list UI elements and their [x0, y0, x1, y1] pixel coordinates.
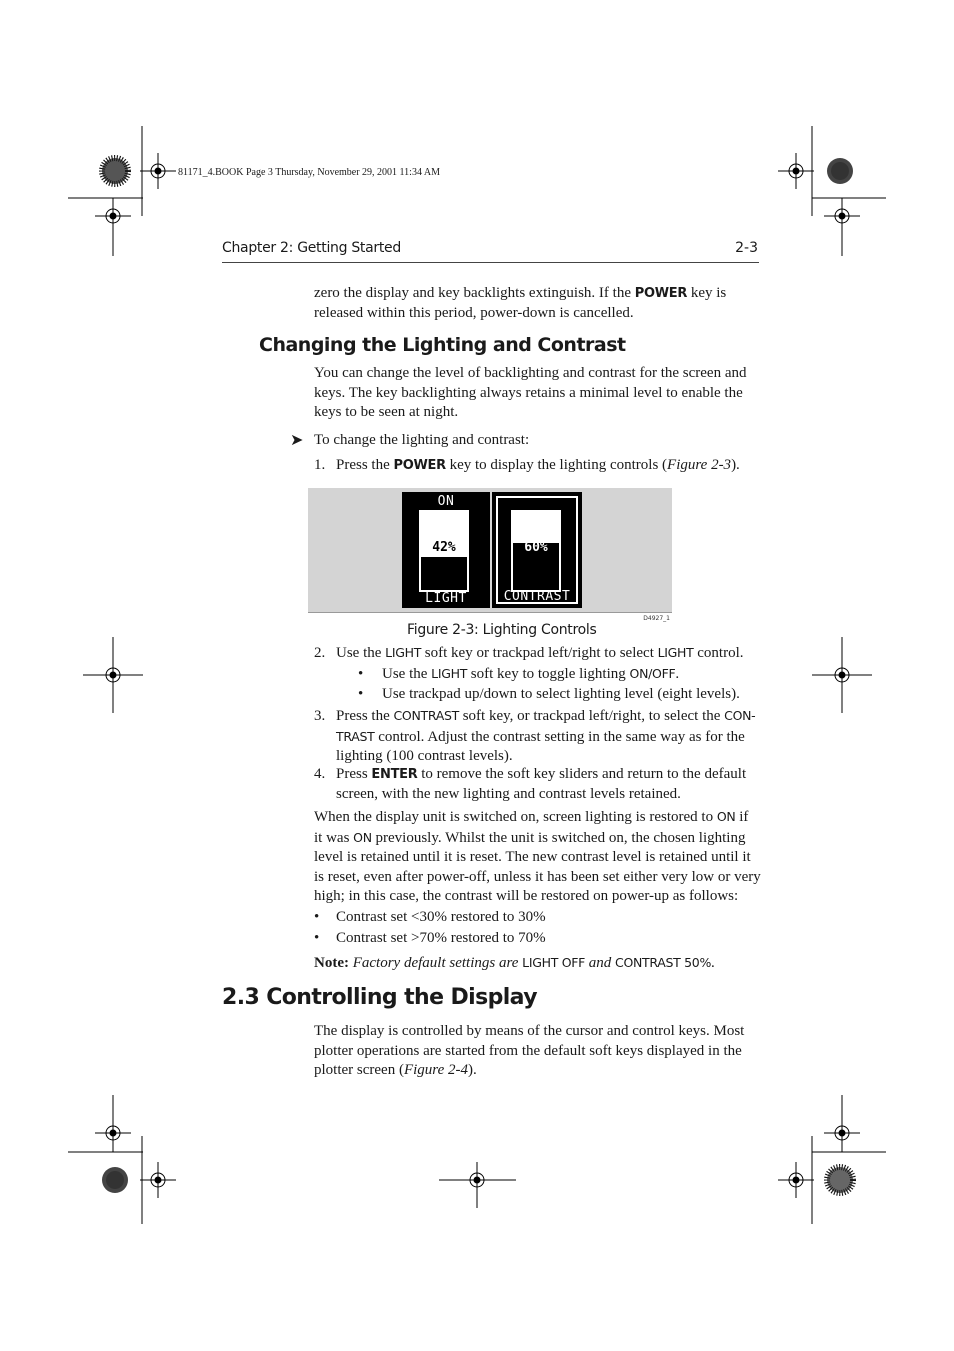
- starburst-bottom-right-icon: [827, 1167, 853, 1193]
- registration-target-icon: [83, 657, 143, 693]
- step-3: 3. Press the CONTRAST soft key, or trackpad left/right, to select the CON- TRAST control. Adjust the contrast setting in the same way as for the lighting (100 contrast levels).: [314, 708, 756, 764]
- section-paragraph: You can change the level of backlighting and contrast for the screen and keys. The key backlighting always retains a minimal level to enable the keys to be seen at night.: [314, 365, 747, 420]
- step-2-bullet-2: • Use trackpad up/down to select lighting level (eight levels).: [358, 686, 740, 702]
- light-control-panel: [402, 492, 490, 608]
- running-header-page-number: 2-3: [735, 240, 758, 256]
- step-2-bullet-1: • Use the LIGHT soft key to toggle lighting ON/OFF.: [358, 666, 680, 682]
- light-soft-key-label: LIGHT: [425, 591, 467, 606]
- enter-key-label: ENTER: [371, 767, 418, 782]
- registration-target-icon: [95, 1115, 131, 1151]
- starburst-top-left-icon: [102, 158, 128, 184]
- intro-paragraph: zero the display and key backlights extinguish. If the POWER key is released within this period, power-down is cancelled.: [314, 285, 727, 321]
- step-4: 4. Press ENTER to remove the soft key sliders and return to the default screen, with the new lighting and contrast levels retained.: [314, 766, 747, 802]
- starburst-bottom-left-icon: [102, 1167, 128, 1193]
- contrast-soft-key-label: CONTRAST: [503, 589, 571, 604]
- chapter-section-heading: 2.3 Controlling the Display: [222, 985, 537, 1010]
- registration-target-icon: [824, 198, 860, 234]
- arrow-icon: ➤: [290, 430, 304, 449]
- starburst-top-right-icon: [827, 158, 853, 184]
- procedure-intro: To change the lighting and contrast:: [314, 432, 530, 448]
- book-info: 81171_4.BOOK Page 3 Thursday, November 29, 2001 11:34 AM: [178, 167, 441, 178]
- contrast-level-bar: [511, 510, 561, 592]
- figure-reference: Figure 2-4: [403, 1062, 468, 1078]
- registration-target-icon: [812, 657, 872, 693]
- power-key-label: POWER: [634, 286, 688, 301]
- light-level-bar: [419, 510, 469, 592]
- header-rule: [222, 262, 759, 263]
- figure-code: D4927_1: [643, 615, 670, 622]
- light-on-label: ON: [437, 494, 455, 509]
- contrast-bullet-2: • Contrast set >70% restored to 70%: [314, 930, 546, 946]
- registration-target-icon: [824, 1115, 860, 1151]
- contrast-control-panel: [492, 492, 582, 608]
- step-1: 1. Press the POWER key to display the lighting controls (Figure 2-3).: [314, 457, 740, 473]
- step-2: 2. Use the LIGHT soft key or trackpad left/right to select LIGHT control.: [314, 645, 744, 661]
- note: Note: Factory default settings are LIGHT OFF and CONTRAST 50%.: [314, 955, 715, 971]
- registration-target-icon: [140, 1162, 176, 1198]
- running-header-chapter: Chapter 2: Getting Started: [222, 240, 401, 256]
- registration-target-icon: [459, 1162, 495, 1198]
- figure-reference: Figure 2-3: [667, 457, 732, 473]
- registration-target-icon: [95, 198, 131, 234]
- lighting-controls-figure: [308, 488, 672, 622]
- registration-target-icon: [140, 153, 176, 189]
- light-value: 42%: [432, 540, 456, 555]
- registration-target-icon: [778, 153, 814, 189]
- power-on-paragraph: When the display unit is switched on, screen lighting is restored to ON if it was ON previously. Whilst the unit is switched on, the chosen lighting level is retained until it is reset. The new contrast level is retained until it is reset, even after power-off, unless it has been set either very low or very high; in this case, the contrast will be restored on power-up as follows:: [314, 809, 761, 904]
- figure-caption: Figure 2-3: Lighting Controls: [407, 622, 597, 638]
- note-label: Note:: [314, 955, 349, 971]
- controlling-display-paragraph: The display is controlled by means of the cursor and control keys. Most plotter operations are started from the default soft keys displayed in the plotter screen (Figure 2-4).: [314, 1023, 745, 1078]
- contrast-value: 60%: [524, 540, 548, 555]
- registration-target-icon: [778, 1162, 814, 1198]
- section-heading: Changing the Lighting and Contrast: [259, 334, 626, 356]
- contrast-bullet-1: • Contrast set <30% restored to 30%: [314, 909, 546, 925]
